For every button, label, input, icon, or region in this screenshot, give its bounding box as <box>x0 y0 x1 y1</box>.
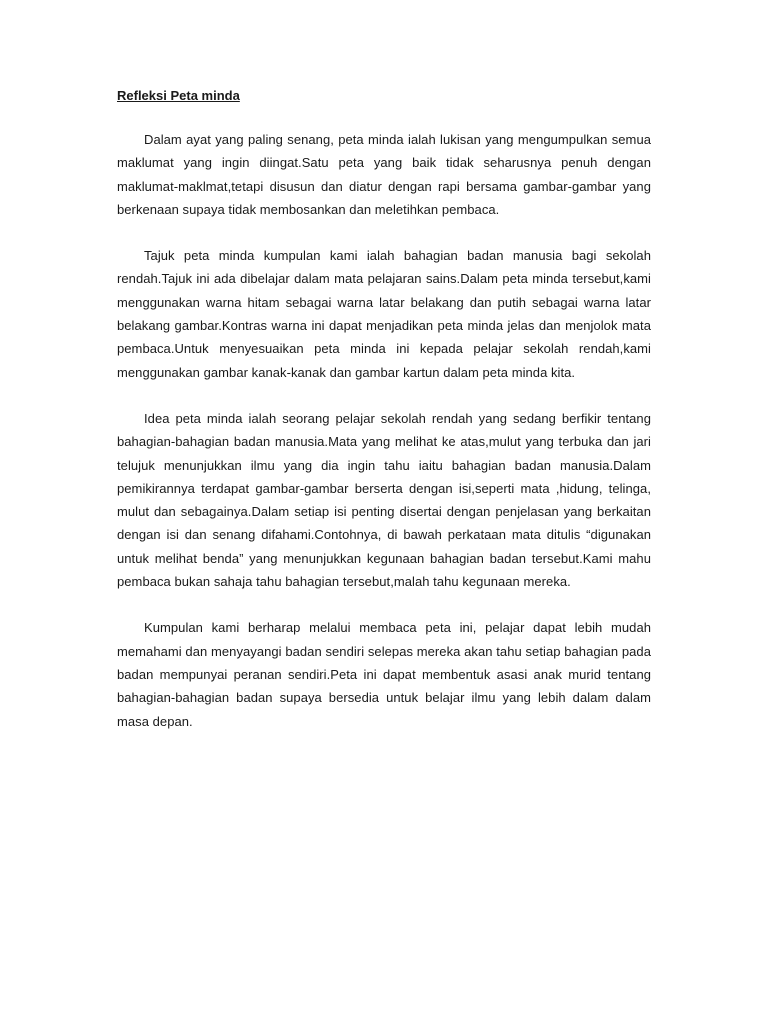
paragraph-2: Tajuk peta minda kumpulan kami ialah bahagian badan manusia bagi sekolah rendah.Tajuk ini ada dibelajar dalam mata pelajaran sains.Dalam peta minda tersebut,kami menggunakan warna hitam sebagai warna latar belakang dan putih sebagai warna latar belakang gambar.Kontras warna ini dapat menjadikan peta minda jelas dan menjolok mata pembaca.Untuk menyesuaikan peta minda ini kepada pelajar sekolah rendah,kami menggunakan gambar kanak-kanak dan gambar kartun dalam peta minda kita. <box>117 248 651 380</box>
paragraph-3: Idea peta minda ialah seorang pelajar sekolah rendah yang sedang berfikir tentang bahagian-bahagian badan manusia.Mata yang melihat ke atas,mulut yang terbuka dan jari telujuk menunjukkan ilmu yang dia ingin tahu iaitu bahagian badan manusia.Dalam pemikirannya terdapat gambar-gambar berserta dengan isi,seperti mata ,hidung, telinga, mulut dan sebagainya.Dalam setiap isi penting disertai dengan penjelasan yang berkaitan dengan isi dan senang difahami.Contohnya, di bawah perkataan mata ditulis “digunakan untuk melihat benda” yang menunjukkan kegunaan bahagian badan tersebut.Kami mahu pembaca bukan sahaja tahu bahagian tersebut,malah tahu kegunaan mereka. <box>117 410 651 590</box>
paragraph-4: Kumpulan kami berharap melalui membaca peta ini, pelajar dapat lebih mudah memahami dan menyayangi badan sendiri selepas mereka akan tahu setiap bahagian pada badan mempunyai peranan sendiri.Peta ini dapat membentuk asasi anak murid tentang bahagian-bahagian badan supaya bersedia untuk belajar ilmu yang lebih dalam dalam masa depan. <box>117 620 651 729</box>
paragraph-1: Dalam ayat yang paling senang, peta minda ialah lukisan yang mengumpulkan semua maklumat yang ingin diingat.Satu peta yang baik tidak seharusnya penuh dengan maklumat-maklmat,tetapi disusun dan diatur dengan rapi bersama gambar-gambar yang berkenaan supaya tidak membosankan dan meletihkan pembaca. <box>117 132 651 217</box>
document-page <box>117 86 651 756</box>
document-title: Refleksi Peta minda <box>117 88 240 103</box>
